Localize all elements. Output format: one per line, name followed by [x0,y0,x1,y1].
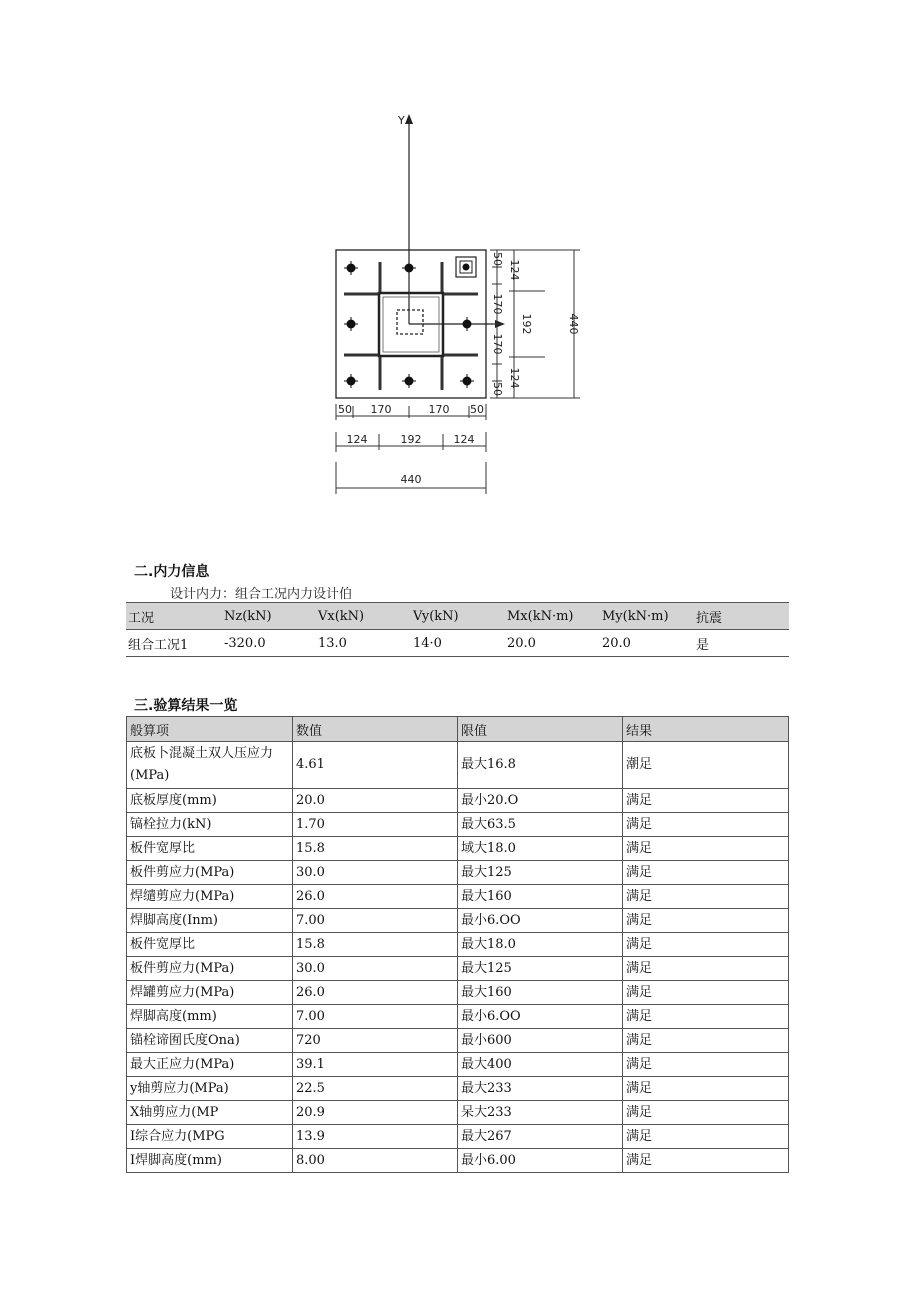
table-row [127,813,789,837]
y-axis-label: Y [398,114,405,127]
table-row [127,1053,789,1077]
check-limit: 最大125 [458,861,623,885]
check-item: 板件剪应力(MPa) [127,861,293,885]
table-row [127,957,789,981]
section2-title: 二.内力信息 [134,564,210,580]
cell: 组合工况1 [126,630,222,657]
table-row [127,1149,789,1173]
stiffeners [344,262,478,390]
check-item: 底板卜混凝土双人压应力(MPa) [127,742,293,789]
col-header: 结果 [623,717,789,742]
check-results-table [126,716,789,1173]
dim-r-124-bot: 124 [508,367,521,389]
check-result: 满足 [623,1077,789,1101]
check-limit: 最大267 [458,1125,623,1149]
col-header: Vx(kN) [316,603,411,630]
check-limit: 最小600 [458,1029,623,1053]
check-value: 1.70 [293,813,458,837]
dim-b-50-left: 50 [338,403,352,416]
cell: 20.0 [505,630,600,657]
internal-force-table [126,602,789,657]
check-limit: 最小6.OO [458,909,623,933]
check-value: 7.00 [293,1005,458,1029]
check-item: 焊罐剪应力(MPa) [127,981,293,1005]
dim-r-50-bot: 50 [491,382,504,396]
check-item: 板件宽厚比 [127,933,293,957]
dim-b-440: 440 [400,473,422,486]
col-header: 工况 [126,603,222,630]
check-value: 30.0 [293,957,458,981]
check-value: 15.8 [293,837,458,861]
check-value: 720 [293,1029,458,1053]
check-value: 13.9 [293,1125,458,1149]
check-value: 15.8 [293,933,458,957]
check-result: 满足 [623,1005,789,1029]
table-row [127,885,789,909]
table-row [127,1029,789,1053]
check-result: 满足 [623,1125,789,1149]
col-header: 抗震 [694,603,789,630]
check-item: 焊缱剪应力(MPa) [127,885,293,909]
check-item: 镐栓拉力(kN) [127,813,293,837]
check-result: 满足 [623,1053,789,1077]
check-limit: 最小6.00 [458,1149,623,1173]
cell: 14·0 [411,630,505,657]
check-result: 满足 [623,1029,789,1053]
check-result: 满足 [623,981,789,1005]
col-header: Nz(kN) [222,603,316,630]
check-result: 潮足 [623,742,789,789]
table-row [127,742,789,789]
col-header: 限值 [458,717,623,742]
check-value: 4.61 [293,742,458,789]
table-row [127,933,789,957]
dim-r-192: 192 [520,313,533,335]
dim-r-170-bot: 170 [491,333,504,355]
dim-b-192: 192 [400,433,422,446]
check-limit: 最大18.0 [458,933,623,957]
check-item: 锚栓谛囿氏度Ona) [127,1029,293,1053]
check-item: 焊脚高度(mm) [127,1005,293,1029]
cell: -320.0 [222,630,316,657]
col-header: 数值 [293,717,458,742]
col-header: Vy(kN) [411,603,505,630]
check-item: I焊脚高度(mm) [127,1149,293,1173]
table-row [127,861,789,885]
check-limit: 最大63.5 [458,813,623,837]
check-result: 满足 [623,1101,789,1125]
dim-r-440: 440 [567,313,580,335]
check-item: I综合应力(MPG [127,1125,293,1149]
check-value: 39.1 [293,1053,458,1077]
check-result: 满足 [623,789,789,813]
table-row [127,1101,789,1125]
check-value: 22.5 [293,1077,458,1101]
cell: 13.0 [316,630,411,657]
check-item: 最大正应力(MPa) [127,1053,293,1077]
dim-r-170-top: 170 [491,293,504,315]
check-value: 20.0 [293,789,458,813]
check-limit: 最大160 [458,981,623,1005]
table-row [127,1125,789,1149]
check-result: 满足 [623,813,789,837]
check-result: 满足 [623,837,789,861]
check-limit: 最大16.8 [458,742,623,789]
check-limit: 呆大233 [458,1101,623,1125]
check-item: 板件宽厚比 [127,837,293,861]
dim-b-170-right: 170 [428,403,450,416]
check-item: X轴剪应力(MP [127,1101,293,1125]
check-limit: 最大160 [458,885,623,909]
check-result: 满足 [623,861,789,885]
force-row [126,630,789,657]
dim-r-50-top: 50 [491,252,504,266]
check-limit: 最小20.O [458,789,623,813]
check-limit: 最小6.OO [458,1005,623,1029]
y-axis-arrow [405,114,413,124]
check-item: y轴剪应力(MPa) [127,1077,293,1101]
dim-b-50-right: 50 [470,403,484,416]
check-value: 26.0 [293,885,458,909]
table-row [127,837,789,861]
check-body [127,742,789,1173]
check-value: 7.00 [293,909,458,933]
table-row [127,789,789,813]
dim-r-124-top: 124 [508,259,521,281]
check-result: 满足 [623,1149,789,1173]
check-item: 焊脚高度(Inm) [127,909,293,933]
check-result: 满足 [623,885,789,909]
check-result: 满足 [623,933,789,957]
check-value: 30.0 [293,861,458,885]
table-row [127,1005,789,1029]
weld-dashed [397,310,423,334]
check-value: 26.0 [293,981,458,1005]
table-row [127,981,789,1005]
col-header: Mx(kN·m) [505,603,600,630]
force-header-row [126,603,789,630]
dim-chain-bottom-1 [336,404,486,420]
check-limit: 最大233 [458,1077,623,1101]
check-item: 底板厚度(mm) [127,789,293,813]
dim-b-124-left: 124 [346,433,368,446]
col-header: My(kN·m) [600,603,694,630]
col-header: 般算项 [127,717,293,742]
cell: 20.0 [600,630,694,657]
check-value: 8.00 [293,1149,458,1173]
section3-title: 三.验算结果一览 [134,698,238,714]
check-limit: 最大400 [458,1053,623,1077]
table-row [127,1077,789,1101]
check-item: 板件剪应力(MPa) [127,957,293,981]
check-limit: 域大18.0 [458,837,623,861]
check-value: 20.9 [293,1101,458,1125]
dim-b-170-left: 170 [370,403,392,416]
cell: 是 [694,630,789,657]
dim-b-124-right: 124 [453,433,475,446]
base-plate-drawing [0,0,920,540]
check-result: 满足 [623,909,789,933]
check-limit: 最大125 [458,957,623,981]
check-header-row [127,717,789,742]
check-result: 满足 [623,957,789,981]
table-row [127,909,789,933]
section2-subtitle: 设计内力：组合工况内力设计伯 [170,587,353,602]
